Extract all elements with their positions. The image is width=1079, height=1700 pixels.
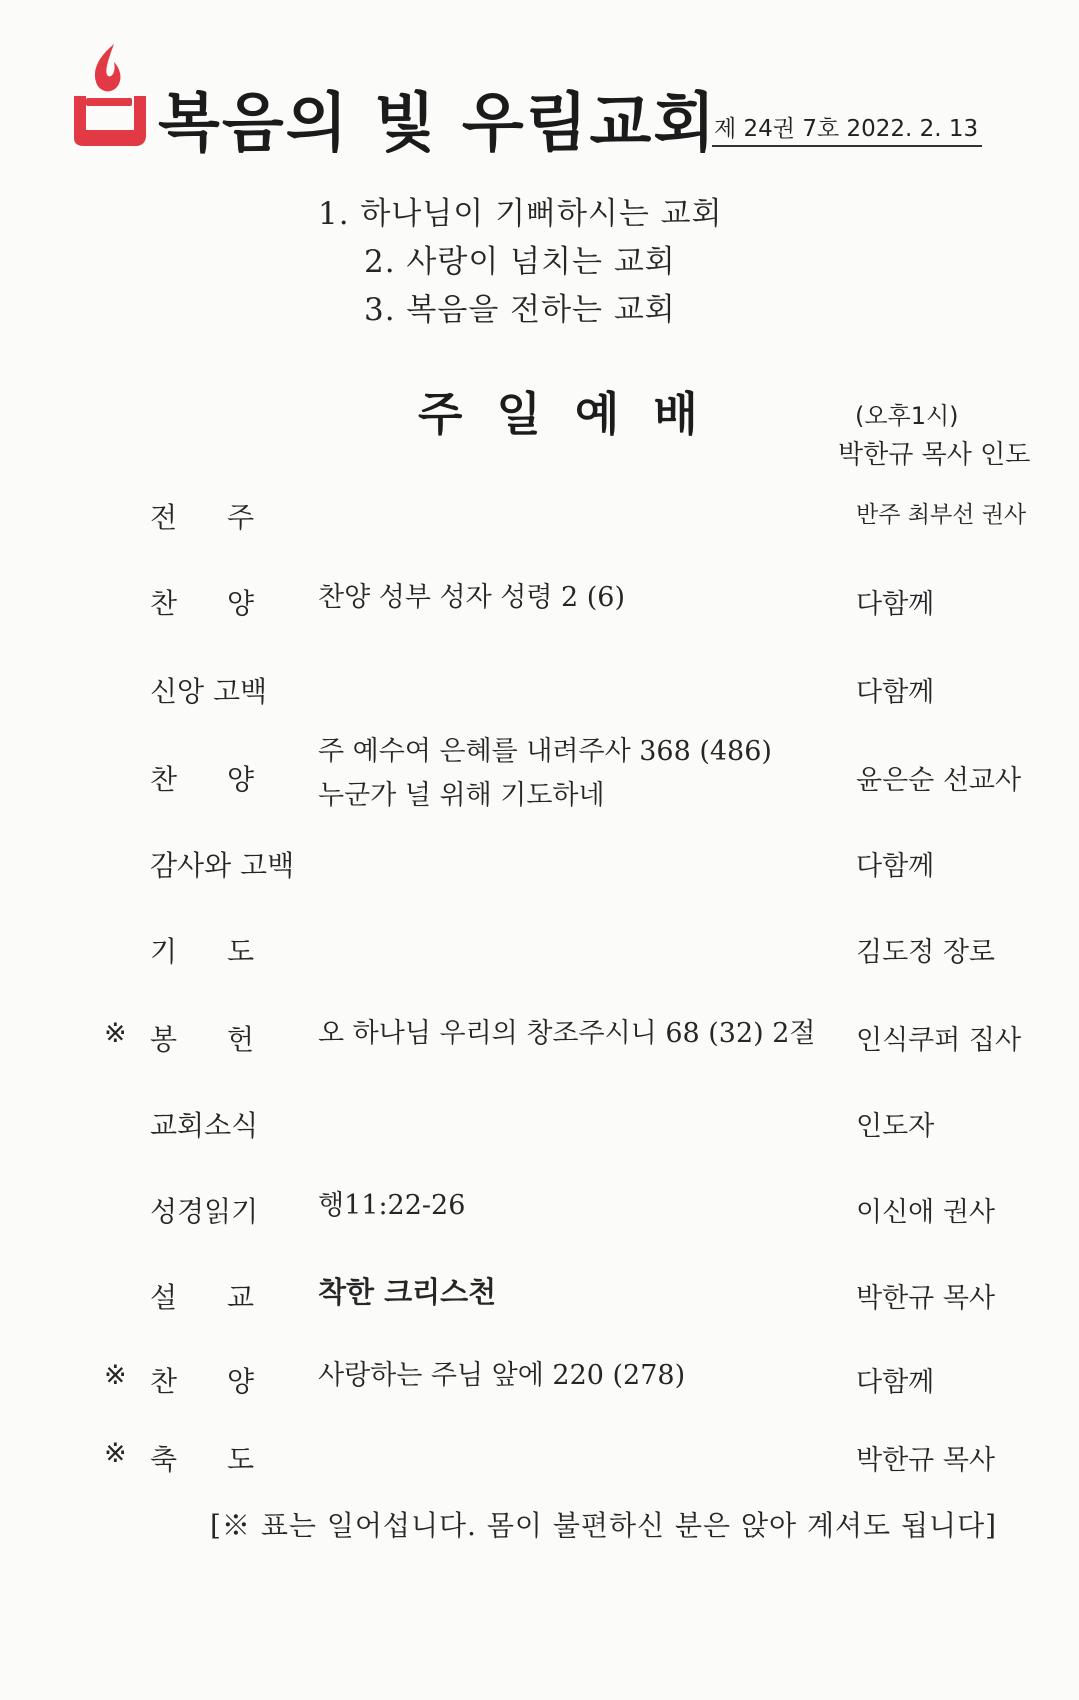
order-person: 다함께 — [856, 677, 935, 708]
motto-2: 2. 사랑이 넘치는 교회 — [364, 244, 676, 280]
standing-mark: ※ — [104, 1438, 127, 1469]
order-content: 사랑하는 주님 앞에 220 (278) — [318, 1360, 686, 1391]
order-label: 봉 헌 — [150, 1023, 254, 1056]
service-title: 주 일 예 배 — [418, 387, 700, 441]
order-content: 행11:22-26 — [318, 1190, 466, 1221]
order-person: 인식쿠퍼 집사 — [856, 1025, 1022, 1056]
order-person: 김도정 장로 — [856, 937, 995, 968]
order-content: 찬양 성부 성자 성령 2 (6) — [318, 582, 625, 613]
standing-mark: ※ — [104, 1018, 127, 1049]
motto-3: 3. 복음을 전하는 교회 — [364, 292, 676, 328]
motto-1: 1. 하나님이 기뻐하시는 교회 — [318, 196, 723, 232]
order-label: 감사와 고백 — [150, 849, 295, 882]
order-person: 박한규 목사 — [856, 1445, 995, 1476]
standing-mark: ※ — [104, 1360, 127, 1391]
church-candle-logo-icon — [70, 42, 150, 148]
church-name: 복음의 빛 우림교회 — [158, 87, 718, 161]
order-label: 기 도 — [150, 935, 254, 968]
order-content: 누군가 널 위해 기도하네 — [318, 780, 605, 811]
service-time: (오후1시) — [855, 402, 959, 430]
order-person: 이신애 권사 — [856, 1197, 995, 1228]
order-label: 전 주 — [150, 501, 254, 534]
order-label: 찬 양 — [150, 587, 254, 620]
order-content: 주 예수여 은혜를 내려주사 368 (486) — [318, 736, 772, 767]
issue-date: 제 24권 7호 2022. 2. 13 — [712, 110, 982, 147]
order-label: 찬 양 — [150, 1365, 254, 1398]
order-content: 오 하나님 우리의 창조주시니 68 (32) 2절 — [318, 1018, 816, 1049]
order-label: 설 교 — [150, 1281, 254, 1314]
order-label: 성경읽기 — [150, 1195, 259, 1228]
order-person: 다함께 — [856, 851, 935, 882]
service-leader: 박한규 목사 인도 — [838, 440, 1031, 470]
order-label: 축 도 — [150, 1443, 254, 1476]
order-label: 찬 양 — [150, 763, 254, 796]
order-person: 다함께 — [856, 1367, 935, 1398]
order-person: 다함께 — [856, 589, 935, 620]
footer-note: [※ 표는 일어섭니다. 몸이 불편하신 분은 앉아 계셔도 됩니다] — [210, 1509, 998, 1542]
order-label: 신앙 고백 — [150, 675, 268, 708]
order-person: 인도자 — [856, 1111, 935, 1142]
order-label: 교회소식 — [150, 1109, 259, 1142]
order-person: 박한규 목사 — [856, 1283, 995, 1314]
order-person: 반주 최부선 권사 — [856, 502, 1027, 528]
order-person: 윤은순 선교사 — [856, 765, 1022, 796]
sermon-title: 착한 크리스천 — [318, 1275, 497, 1309]
